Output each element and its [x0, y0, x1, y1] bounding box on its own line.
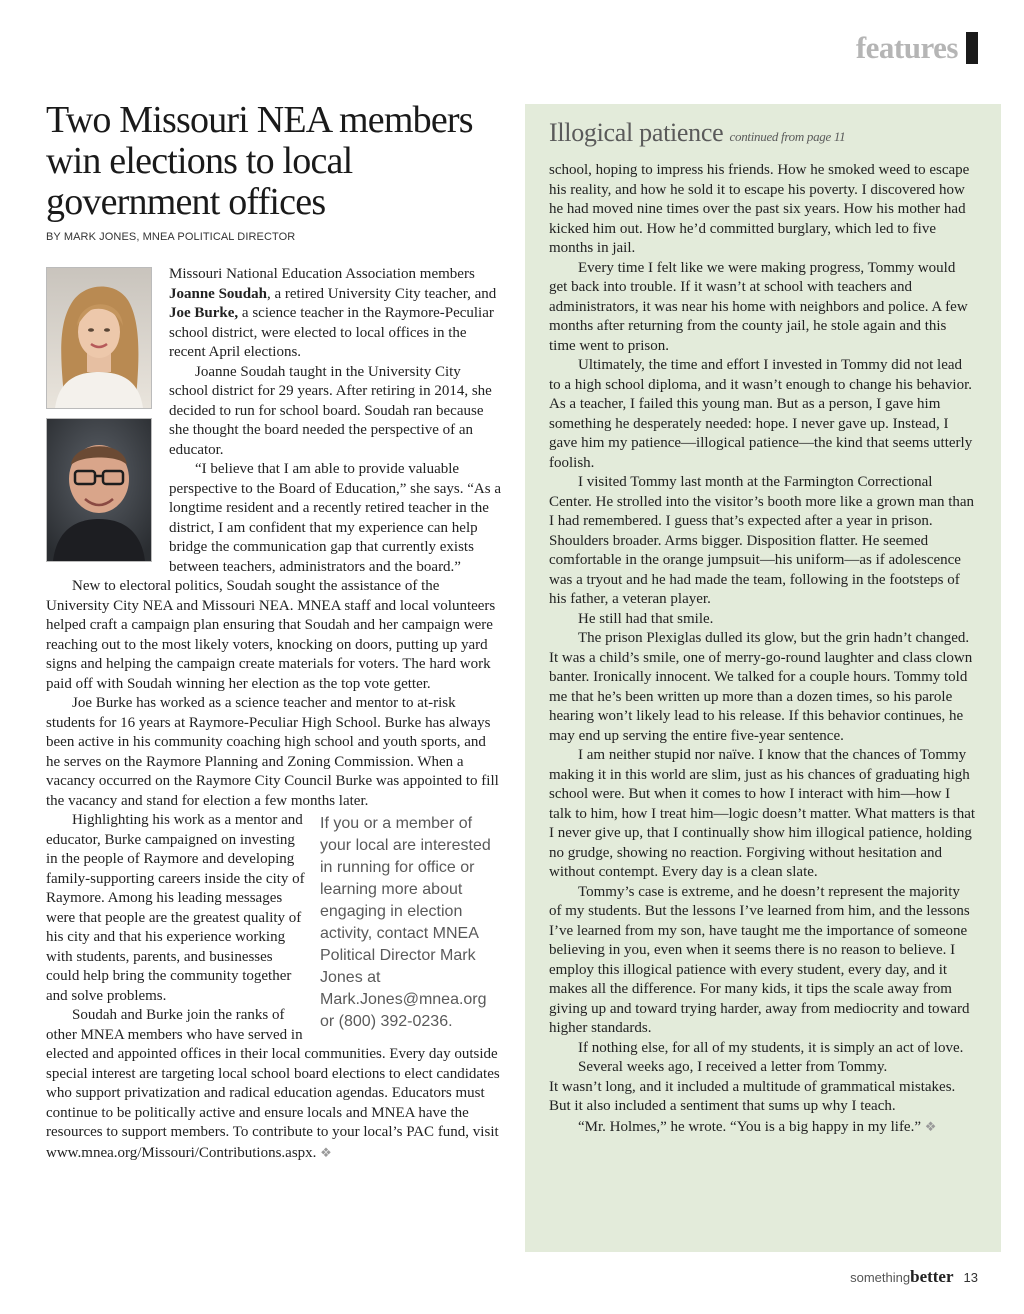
article-paragraph: Missouri National Education Association members Joanne Soudah, a retired University City teacher, and Joe Burke, a science teacher in the Raymore-Peculiar school district, were elected to local offices in the recent April elections. — [169, 266, 497, 360]
sidebar-title: Illogical patience continued from page 11 — [549, 118, 846, 147]
photo-joanne-soudah — [46, 267, 152, 409]
sidebar-paragraph: Ultimately, the time and effort I invested in Tommy did not lead to a high school diploma, and it wasn’t enough to change his behavior. As a teacher, I failed this young man. But as a person, I gave him something he desperately needed: hope. I never gave up. Instead, I gave him my patience—illogical patience—the kind that seems utterly foolish. — [549, 357, 973, 471]
sidebar-paragraph: Every time I felt like we were making progress, Tommy would get back into trouble. If it wasn’t at school with teachers and administrators, it was near his home with neighbors and police. A few months after returning from the county jail, he stole again and this time went to prison. — [549, 259, 968, 354]
sidebar-paragraph: If nothing else, for all of my students, it is simply an act of love. — [578, 1039, 964, 1056]
name-joanne-soudah: Joanne Soudah — [169, 285, 267, 302]
magazine-name-part1: something — [850, 1270, 911, 1285]
magazine-name-part2: better — [910, 1267, 954, 1286]
sidebar-paragraph: school, hoping to impress his friends. How he smoked weed to escape his reality, and how he sold it to escape his poverty. I discovered how he had moved nine times over the past six years. How his mother had kicked him out. How he’d committed burglary, which led to five months in jail. — [549, 162, 970, 256]
sidebar-paragraph: Several weeks ago, I received a letter from Tommy. — [578, 1059, 888, 1075]
article-paragraph: Joanne Soudah taught in the University City school district for 29 years. After retiring in 2014, she decided to run for school board. Soudah ran because she thought the board needed the perspective of an educator. — [169, 363, 492, 458]
main-article — [46, 100, 502, 1163]
sidebar-paragraph: I visited Tommy last month at the Farmington Correctional Center. He strolled into the visitor’s booth more like a grown man than I had remembered. I guess that’s expected after a year in prison. Shoulders broader. Arms bigger. Disposition flatter. He seemed comfortable in the orange jumpsuit—his uniform—as if adolescence was a tryout and he had made the team, following in the footsteps of his father, a veteran player. — [549, 474, 975, 607]
section-bar — [966, 32, 978, 64]
section-label: features — [855, 30, 958, 65]
article-headline: Two Missouri NEA members win elections to local government offices — [46, 99, 473, 223]
name-joe-burke: Joe Burke, — [169, 305, 239, 321]
sidebar-paragraph: “Mr. Holmes,” he wrote. “You is a big happy in my life.” ❖ — [578, 1118, 937, 1135]
sidebar-body — [549, 161, 976, 1137]
continued-note: continued from page 11 — [729, 129, 846, 144]
end-mark-icon: ❖ — [924, 1118, 937, 1134]
sidebar-paragraph: Tommy’s case is extreme, and he doesn’t represent the majority of my students. But the lessons I’ve learned from him, and the lessons I’ve learned from my son, have taught me the importance of someone believing in you, even when it seems there is no reason to believe. I employ this illogical patience with every student, every day, and it makes all the difference. For many kids, it tips the scale away from giving up and toward trying harder, away from mediocrity and toward higher standards. — [549, 883, 970, 1036]
photo-joe-burke — [46, 418, 152, 562]
sidebar-paragraph: He still had that smile. — [578, 610, 714, 627]
article-paragraph: New to electoral politics, Soudah sought the assistance of the University City NEA and Missouri NEA. MNEA staff and local volunteers helped craft a campaign plan ensuring that Soudah and her campaign were reaching out to the most likely voters, knocking on doors, putting up yard signs and helping the campaign create materials for voters. The hard work paid off with Soudah winning her election as the top vote getter. — [46, 578, 496, 692]
article-byline: BY MARK JONES, MNEA POLITICAL DIRECTOR — [46, 231, 296, 243]
article-paragraph: Joe Burke has worked as a science teacher and mentor to at-risk students for 16 years at Raymore-Peculiar High School. Burke has always been active in his community coaching high school and youth sports, and he serves on the Raymore Planning and Zoning Commission. When a vacancy occurred on the Raymore City Council Burke was appointed to fill the vacancy and stand for election a few months later. — [46, 695, 499, 809]
sidebar-paragraph: I am neither stupid nor naïve. I know that the chances of Tommy making it in this world are slim, just as his chances of graduating high school were. But when it comes to how I interact with him—how I talk to him, how I treat him—logic doesn’t matter. What matters is that I never give up, that I continually show him illogical patience, holding no grudge, showing no reaction. Forgiving without hesitation and without contempt. Every day is a clean slate. — [549, 747, 976, 880]
article-paragraph: “I believe that I am able to provide valuable perspective to the Board of Education,” she says. “As a longtime resident and a recently retired teacher in the district, I am confident that my experience can help bridge the communication gap that currently exists between teachers, administrators and the board.” — [169, 461, 501, 575]
article-paragraph: Soudah and Burke join the ranks of other MNEA members who have served in elected and appointed offices in their local communities. Every day outside special interest are targeting local school board elections to elect candidates who support privatization and radical education agendas. Educators must continue to be politically active and ensure locals and MNEA have the resources to support members. To contribute to your local’s PAC fund, visit www.mnea.org/Missouri/Contributions.aspx. ❖ — [46, 1007, 500, 1161]
article-body — [46, 265, 502, 1163]
section-header — [856, 30, 978, 66]
pull-quote: If you or a member of your local are interested in running for office or learning more about engaging in election activity, contact MNEA Political Director Mark Jones at Mark.Jones@mnea.org or (800) 392-0236. — [320, 815, 491, 1030]
sidebar-paragraph: It wasn’t long, and it included a multitude of grammatical mistakes. But it also included a sentiment that sums up why I teach. — [549, 1078, 956, 1114]
page-footer — [850, 1267, 978, 1287]
sidebar-article — [525, 104, 1001, 1252]
article-paragraph: Highlighting his work as a mentor and educator, Burke campaigned on investing in the people of Raymore and developing family-supporting careers inside the city of Raymore. Among his leading messages were that people are the greatest quality of his city and that his experience working with students, parents, and businesses could help bring the community together and solve problems. — [46, 812, 305, 1004]
page-number: 13 — [963, 1270, 978, 1285]
sidebar-paragraph: The prison Plexiglas dulled its glow, but the grin hadn’t changed. It was a child’s smile, one of merry-go-round laughter and class clown banter. Ironically innocent. We talked for a couple hours. Tommy told me that he’s been written up more than a dozen times, so his parole hearing won’t likely lead to his release. If this behavior continues, he may end up serving the entire five-year sentence. — [549, 630, 973, 744]
end-mark-icon: ❖ — [320, 1144, 332, 1160]
